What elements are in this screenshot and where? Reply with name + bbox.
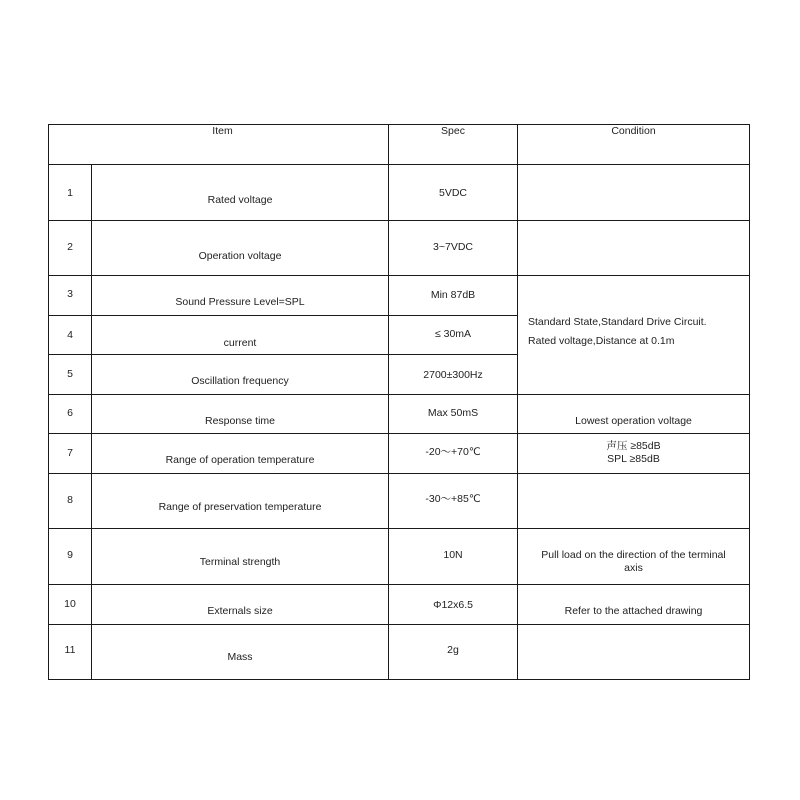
row-condition: Pull load on the direction of the terminal axis — [518, 529, 750, 585]
row-spec: -20～+70℃ — [389, 434, 518, 474]
row-condition: 声压 ≥85dB SPL ≥85dB — [518, 434, 750, 474]
table-row — [49, 585, 750, 625]
row-spec: 2700±300Hz — [389, 355, 518, 395]
header-spec: Spec — [389, 125, 518, 165]
row-spec: 5VDC — [389, 165, 518, 221]
row-condition-line2: SPL ≥85dB — [607, 453, 660, 465]
row-condition — [518, 625, 750, 680]
row-item: Terminal strength — [92, 529, 389, 585]
row-spec: Φ12x6.5 — [389, 585, 518, 625]
row-condition-line2: axis — [624, 562, 643, 574]
row-number: 6 — [49, 395, 92, 434]
row-item: Mass — [92, 625, 389, 680]
row-spec: 2g — [389, 625, 518, 680]
row-item: current — [92, 316, 389, 355]
row-number: 4 — [49, 316, 92, 355]
row-item: Oscillation frequency — [92, 355, 389, 395]
table-row — [49, 474, 750, 529]
table-row — [49, 165, 750, 221]
row-number: 7 — [49, 434, 92, 474]
table-row — [49, 221, 750, 276]
table-row — [49, 276, 750, 316]
row-number: 8 — [49, 474, 92, 529]
row-condition — [518, 474, 750, 529]
header-condition: Condition — [518, 125, 750, 165]
row-item: Response time — [92, 395, 389, 434]
row-spec: 10N — [389, 529, 518, 585]
row-item: Range of operation temperature — [92, 434, 389, 474]
row-number: 3 — [49, 276, 92, 316]
row-number: 10 — [49, 585, 92, 625]
row-spec: -30～+85℃ — [389, 474, 518, 529]
row-condition — [518, 221, 750, 276]
row-spec: Max 50mS — [389, 395, 518, 434]
row-spec: 3~7VDC — [389, 221, 518, 276]
table-row — [49, 625, 750, 680]
row-number: 1 — [49, 165, 92, 221]
row-number: 11 — [49, 625, 92, 680]
row-condition: Lowest operation voltage — [518, 395, 750, 434]
row-item: Rated voltage — [92, 165, 389, 221]
table-row — [49, 529, 750, 585]
row-item: Range of preservation temperature — [92, 474, 389, 529]
row-number: 9 — [49, 529, 92, 585]
row-condition: Refer to the attached drawing — [518, 585, 750, 625]
row-condition — [518, 165, 750, 221]
table-row — [49, 434, 750, 474]
row-spec: ≤ 30mA — [389, 316, 518, 355]
row-item: Operation voltage — [92, 221, 389, 276]
row-number: 2 — [49, 221, 92, 276]
merged-condition-line2: Rated voltage,Distance at 0.1m — [528, 335, 675, 347]
spec-table — [48, 124, 750, 680]
merged-condition-line1: Standard State,Standard Drive Circuit. — [528, 316, 707, 328]
table-header-row — [49, 125, 750, 165]
row-spec: Min 87dB — [389, 276, 518, 316]
table-row — [49, 395, 750, 434]
header-item: Item — [49, 125, 389, 165]
row-number: 5 — [49, 355, 92, 395]
merged-condition-cell — [518, 276, 750, 395]
row-item: Sound Pressure Level=SPL — [92, 276, 389, 316]
row-item: Externals size — [92, 585, 389, 625]
